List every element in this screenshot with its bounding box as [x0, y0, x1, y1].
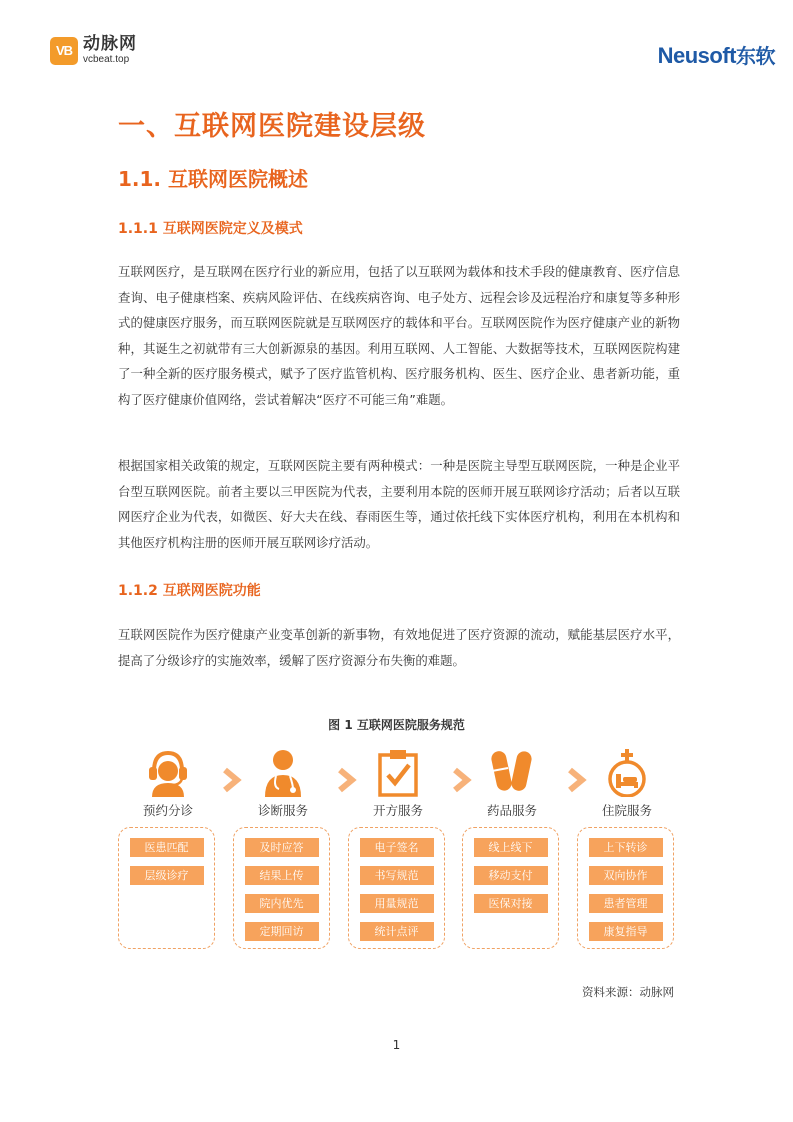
flow-step-label: 开方服务 — [372, 803, 423, 818]
pills-capsule-icon — [488, 747, 536, 797]
flow-step-items — [577, 827, 674, 949]
headset-agent-icon — [144, 747, 192, 797]
flow-item-tag: 双向协作 — [589, 866, 663, 885]
figure-title: 图 1 互联网医院服务规范 — [328, 718, 465, 732]
flow-step-items — [348, 827, 445, 949]
chapter-title: 一、互联网医院建设层级 — [118, 111, 426, 142]
section-title: 1.1. 互联网医院概述 — [118, 167, 308, 191]
flow-item-tag: 定期回访 — [245, 922, 319, 941]
doctor-stethoscope-icon — [259, 747, 307, 797]
flow-step-diagnosis — [233, 745, 333, 949]
flow-item-tag: 书写规范 — [360, 866, 434, 885]
subsection-title-definition: 1.1.1 互联网医院定义及模式 — [118, 221, 303, 237]
paragraph-models: 根据国家相关政策的规定，互联网医院主要有两种模式：一种是医院主导型互联网医院，一种是企业平台型互联网医院。前者主要以三甲医院为代表，主要利用本院的医师开展互联网诊疗活动；后者以互联网医疗企业为代表，如微医、好大夫在线、春雨医生等，通过依托线下实体医疗机构，利用在本机构和其他医疗机构注册的医师开展互联网诊疗活动。 — [118, 458, 680, 550]
flow-step-appointment — [118, 745, 218, 949]
flow-item-tag: 结果上传 — [245, 866, 319, 885]
flow-item-tag: 移动支付 — [474, 866, 548, 885]
flow-item-tag: 患者管理 — [589, 894, 663, 913]
page-number: 1 — [392, 1038, 401, 1052]
figure-source: 资料来源：动脉网 — [582, 985, 674, 999]
flow-item-tag: 线上线下 — [474, 838, 548, 857]
neusoft-logo — [658, 40, 775, 69]
flow-step-label: 住院服务 — [601, 803, 652, 818]
flow-step-items — [462, 827, 559, 949]
flow-step-items — [118, 827, 215, 949]
flow-step-items — [233, 827, 330, 949]
vcbeat-logo-url: vcbeat.top — [83, 54, 130, 65]
flow-item-tag: 用量规范 — [360, 894, 434, 913]
subsection-title-functions: 1.1.2 互联网医院功能 — [118, 583, 261, 599]
flow-item-tag: 院内优先 — [245, 894, 319, 913]
vcbeat-logo — [50, 36, 137, 65]
flow-step-label: 药品服务 — [486, 803, 537, 818]
vcbeat-logo-mark: VB — [50, 37, 78, 65]
paragraph-functions: 互联网医院作为医疗健康产业变革创新的新事物，有效地促进了医疗资源的流动，赋能基层医疗水平，提高了分级诊疗的实施效率，缓解了医疗资源分布失衡的难题。 — [118, 627, 680, 668]
flow-item-tag: 统计点评 — [360, 922, 434, 941]
flow-step-prescription — [348, 745, 448, 949]
flow-item-tag: 及时应答 — [245, 838, 319, 857]
flow-step-label: 诊断服务 — [257, 803, 308, 818]
flow-item-tag: 上下转诊 — [589, 838, 663, 857]
hospital-bed-icon — [603, 747, 651, 797]
flow-step-medicine — [462, 745, 562, 949]
flow-item-tag: 康复指导 — [589, 922, 663, 941]
flow-item-tag: 层级诊疗 — [130, 866, 204, 885]
flow-item-tag: 电子签名 — [360, 838, 434, 857]
neusoft-logo-latin: Neusoft — [657, 43, 736, 68]
prescription-clipboard-icon — [374, 747, 422, 797]
paragraph-definition: 互联网医疗，是互联网在医疗行业的新应用，包括了以互联网为载体和技术手段的健康教育、医疗信息查询、电子健康档案、疾病风险评估、在线疾病咨询、电子处方、远程会诊及远程治疗和康复等多种形式的健康医疗服务，而互联网医院就是互联网医疗的载体和平台。互联网医院作为医疗健康产业的新物种，其诞生之初就带有三大创新源泉的基因。利用互联网、人工智能、大数据等技术，互联网医院构建了一种全新的医疗服务模式，赋予了医疗监管机构、医疗服务机构、医生、医疗企业、患者新功能，重构了医疗健康价值网络，尝试着解决“医疗不可能三角”难题。 — [118, 264, 680, 407]
flow-step-label: 预约分诊 — [142, 803, 193, 818]
flow-item-tag: 医保对接 — [474, 894, 548, 913]
flow-item-tag: 医患匹配 — [130, 838, 204, 857]
neusoft-logo-cn: 东软 — [736, 44, 775, 68]
flow-step-inpatient — [577, 745, 677, 949]
vcbeat-logo-name: 动脉网 — [83, 34, 137, 54]
service-flow-diagram — [118, 745, 678, 955]
